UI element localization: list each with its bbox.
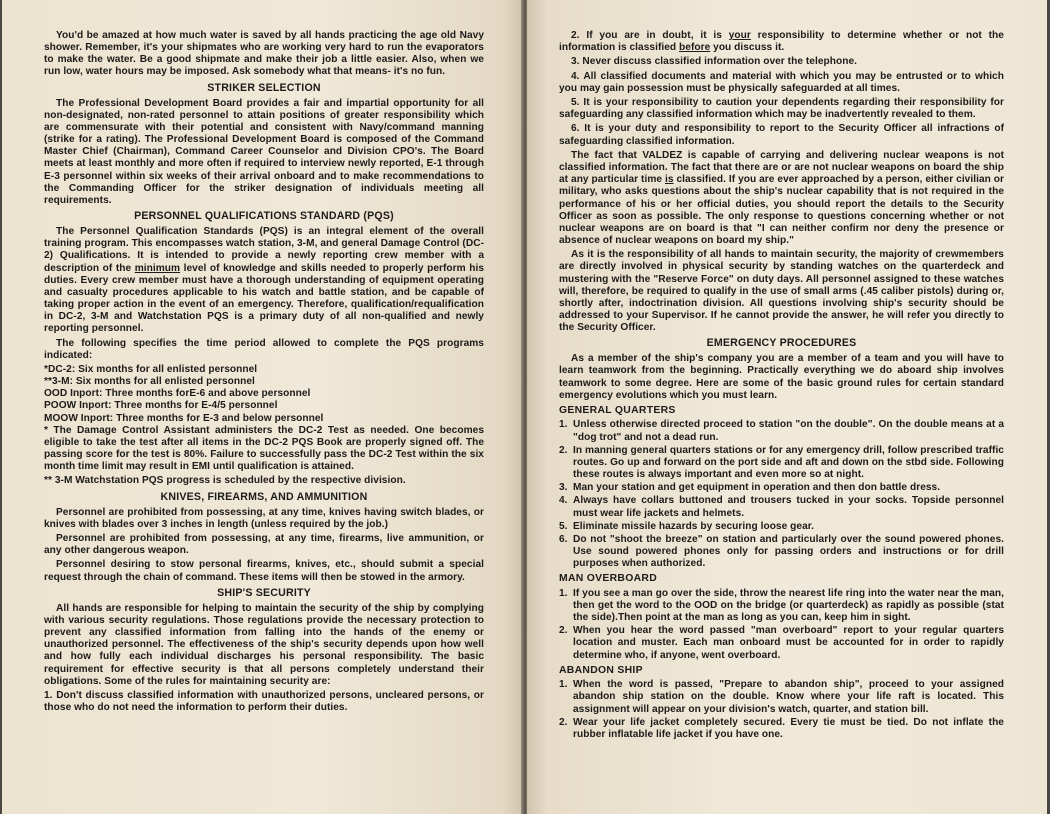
rule-4-text: All classified documents and material with which you may be entrusted or to which you may gain possession must be physically safeguarded at all times.: [559, 70, 1004, 94]
crew-security-paragraph: As it is the responsibility of all hands to maintain security, the majority of crewmembers are directly involved in physical security by standing watches on the quarterdeck and mustering with the "Reserve Force" on duty days. All personnel assigned to these watches will, therefore, be required to qualify in the use of small arms (.45 caliber pistols) during or, shortly after, indoctrination division. All questions involving ship's security should be addressed to your Supervisor. If he cannot provide the answer, he will refer you directly to the Security Officer.: [559, 249, 1004, 334]
emergency-paragraph: As a member of the ship's company you are a member of a team and you will have to learn teamwork from the beginning. Practically everything we do aboard ship involves teamwork to some degree. Here are some of the basic ground rules for certain standard emergency evolutions which you must learn.: [559, 353, 1004, 401]
item-number: 3.: [559, 482, 568, 494]
security-rule-4: [559, 71, 1004, 95]
pqs-item-3m: **3-M: Six months for all enlisted personnel: [44, 376, 255, 388]
rule-number: 6.: [571, 123, 580, 135]
valdez-text-a: The fact that VALDEZ is capable of carrying and delivering nuclear weapons is not classified information. The fact that there are or are not nuclear weapons on board the ship at any particular time: [559, 149, 1004, 186]
general-quarters-item: [559, 495, 1004, 519]
pqs-lead: The following specifies the time period allowed to complete the PQS programs indicated:: [44, 337, 484, 361]
item-number: 6.: [559, 533, 568, 545]
rule-3-text: Never discuss classified information over the telephone.: [582, 56, 857, 68]
item-number: 1.: [559, 679, 568, 691]
pqs-text-b: level of knowledge and skills needed to properly perform his duties. Every crew member must have a thorough understanding of equipment operating and casualty procedures applicable to his watch and battle station, and be capable of taking proper action in the event of an emergency. Therefore, qualification/requalification in DC-2, 3-M and Watchstation PQS is a primary duty of all non-qualified and newly reporting personnel.: [44, 262, 485, 335]
knives-paragraph-1: Personnel are prohibited from possessing, at any time, knives having switch blades, or knives with blades over 3 inches in length (unless required by the job.): [44, 506, 484, 530]
valdez-text-b: classified. If you are ever approached by a person, either civilian or military, who asks questions about the ship's nuclear capability that is not required in the performance of his or her official duties, you should report the details to the Security Officer as soon as possible. The only response to questions concerning whether or not nuclear weapons are on board is that "I can neither confirm nor deny the presence or absence of nuclear weapons on board my ship.": [559, 174, 1004, 246]
item-text: Eliminate missile hazards by securing loose gear.: [573, 520, 815, 532]
pqs-paragraph: [44, 226, 484, 335]
item-text: In manning general quarters stations or for any emergency drill, follow prescribed traffic routes. Go up and forward on the port side and aft and down on the stbd side. Following these routes is always important and even more so at night.: [573, 444, 1004, 481]
item-text: When the word is passed, "Prepare to abandon ship", proceed to your assigned abandon ship station on the double. Know where your life raft is located. This assignment will appear on your division's watch, quarter, and station bill.: [573, 679, 1004, 715]
item-number: 2.: [559, 625, 568, 637]
rule-number: 3.: [571, 56, 580, 68]
item-text: Always have collars buttoned and trousers tucked in your socks. Topside personnel must wear life jackets and helmets.: [573, 495, 1004, 519]
left-page: [2, 0, 523, 814]
abandon-ship-list: [559, 679, 1004, 741]
item-number: 2.: [559, 444, 568, 456]
knives-paragraph-2: Personnel are prohibited from possessing, at any time, firearms, live ammunition, or any other dangerous weapon.: [44, 533, 484, 557]
right-column: [559, 30, 1004, 742]
security-rule-6: [559, 123, 1004, 147]
rule-5-text: It is your responsibility to caution your dependents regarding their responsibility for safeguarding any classified information which may be inadvertently revealed to them.: [559, 97, 1004, 121]
rule-number: 5.: [571, 97, 580, 109]
security-paragraph: All hands are responsible for helping to maintain the security of the ship by complying with various security regulations. Those regulations provide the necessary protection to prevent any classified information from falling into the hands of the enemy or unauthorized personnel. The effectiveness of the ship's security depends upon how well and how fully each individual discharges his personal responsibility. The basic requirement for effective security is that all persons completely understand their obligations. Some of the rules for maintaining security are:: [44, 602, 484, 687]
rule-2-text-a: If you are in doubt, it is: [586, 30, 729, 41]
security-rule-3: [559, 56, 1004, 68]
item-number: 5.: [559, 520, 568, 532]
rule-2-underlined-before: before: [679, 42, 711, 54]
heading-general-quarters: GENERAL QUARTERS: [559, 404, 676, 416]
pqs-item-dc2: *DC-2: Six months for all enlisted personnel: [44, 363, 258, 375]
heading-knives-firearms: KNIVES, FIREARMS, AND AMMUNITION: [160, 490, 368, 503]
pqs-note-dc2: * The Damage Control Assistant administers the DC-2 Test as needed. One becomes eligible to take the test after all items in the DC-2 PQS Book are properly signed off. The passing score for the test is 80%. Failure to successfully pass the DC-2 Test within the six month time limit may result in EMI until qualification is attained.: [44, 424, 484, 473]
item-number: 4.: [559, 495, 568, 507]
security-rule-2: [559, 30, 1004, 54]
man-overboard-item: [559, 625, 1004, 661]
heading-emergency-procedures: EMERGENCY PROCEDURES: [706, 337, 857, 350]
general-quarters-item: [559, 534, 1004, 570]
pqs-item-ood: OOD Inport: Three months forE-6 and above personnel: [44, 388, 311, 400]
knives-paragraph-3: Personnel desiring to stow personal firearms, knives, etc., should submit a special request through the chain of command. These items will then be stowed in the armory.: [44, 559, 484, 583]
security-rule-5: [559, 97, 1004, 121]
heading-abandon-ship: ABANDON SHIP: [559, 664, 643, 676]
heading-pqs: PERSONNEL QUALIFICATIONS STANDARD (PQS): [134, 210, 394, 223]
general-quarters-item: [559, 445, 1004, 481]
item-number: 2.: [559, 716, 568, 728]
man-overboard-item: [559, 588, 1004, 624]
general-quarters-list: [559, 419, 1004, 570]
rule-6-text: It is your duty and responsibility to report to the Security Officer all infractions of safeguarding classified information.: [559, 123, 1004, 147]
item-text: Man your station and get equipment in operation and then don battle dress.: [573, 482, 941, 494]
valdez-underlined-is: is: [665, 174, 674, 186]
item-text: If you see a man go over the side, throw the nearest life ring into the water near the man, then get the word to the OOD on the bridge (or quarterdeck) as rapidly as possible (stat the side).Then point at the man as long as you can, keep him in sight.: [573, 587, 1004, 624]
item-text: Unless otherwise directed proceed to station "on the double". On the double means at a "dog trot" and not a dead run.: [573, 419, 1004, 443]
water-paragraph: You'd be amazed at how much water is saved by all hands practicing the age old Navy shower. Remember, it's your shipmates who are working very hard to run the evaporators to make the water. Be a good shipmate and make their job a little easier. Also, when we run low, water hours may be imposed. Ask somebody what that means- it's no fun.: [44, 30, 484, 78]
security-rule-1: 1. Don't discuss classified information with unauthorized persons, uncleared persons, or those who do not need the information to perform their duties.: [44, 689, 484, 714]
pqs-underlined-word: minimum: [134, 262, 181, 274]
right-page: [527, 0, 1047, 814]
item-number: 1.: [559, 419, 568, 431]
rule-2-text-b: responsibility to determine whether or not the information is classified: [559, 30, 1004, 54]
item-text: When you hear the word passed "man overboard" report to your regular quarters location and muster. Each man onboard must be accounted for in order to rapidly determine who, if anyone, went overboard.: [573, 625, 1004, 661]
heading-striker-selection: STRIKER SELECTION: [207, 81, 321, 94]
rule-2-underlined-your: your: [728, 30, 751, 41]
heading-man-overboard: MAN OVERBOARD: [559, 573, 657, 585]
heading-ships-security: SHIP'S SECURITY: [217, 586, 311, 599]
abandon-ship-item: [559, 679, 1004, 715]
item-text: Wear your life jacket completely secured. Every tie must be tied. Do not inflate the rubber inflatable life jacket if you have one.: [573, 716, 1004, 740]
pqs-note-3m: ** 3-M Watchstation PQS progress is scheduled by the respective division.: [44, 475, 406, 487]
item-text: Do not "shoot the breeze" on station and particularly over the sound powered phones. Use sound powered phones only for passing orders and instructions or for drill purposes when authorized.: [573, 533, 1004, 570]
general-quarters-item: [559, 521, 1004, 533]
striker-paragraph: The Professional Development Board provides a fair and impartial opportunity for all non-designated, non-rated personnel to attain positions of greater responsibility which are commensurate with their potential and consistent with Navy/command manning (strike for a rating). The Professional Development Board is composed of the Command Master Chief (Chairman), Command Career Counselor and Division CPO's. The Board meets at least monthly and more often if required to interview newly reported, E-1 through E-3 personnel within six weeks of their arrival onboard and to make recommendations to the Commanding Officer for the striker designation of individuals meeting all requirements.: [44, 97, 484, 206]
rule-2-text-c: you discuss it.: [710, 42, 785, 54]
pqs-item-poow: POOW Inport: Three months for E-4/5 personnel: [44, 400, 278, 412]
left-column: [44, 30, 484, 716]
general-quarters-item: [559, 482, 1004, 494]
pqs-text-a: The Personnel Qualification Standards (PQS) is an integral element of the overall training program. This encompasses watch station, 3-M, and general Damage Control (DC-2) Qualifications. It is intended to provide a newly reporting crew member with a description of the: [44, 226, 484, 274]
abandon-ship-item: [559, 717, 1004, 741]
rule-number: 2.: [571, 30, 580, 41]
valdez-paragraph: [559, 150, 1004, 247]
man-overboard-list: [559, 588, 1004, 662]
pqs-item-moow: MOOW Inport: Three months for E-3 and below personnel: [44, 412, 324, 424]
item-number: 1.: [559, 587, 568, 599]
general-quarters-item: [559, 419, 1004, 443]
rule-number: 4.: [571, 70, 580, 82]
